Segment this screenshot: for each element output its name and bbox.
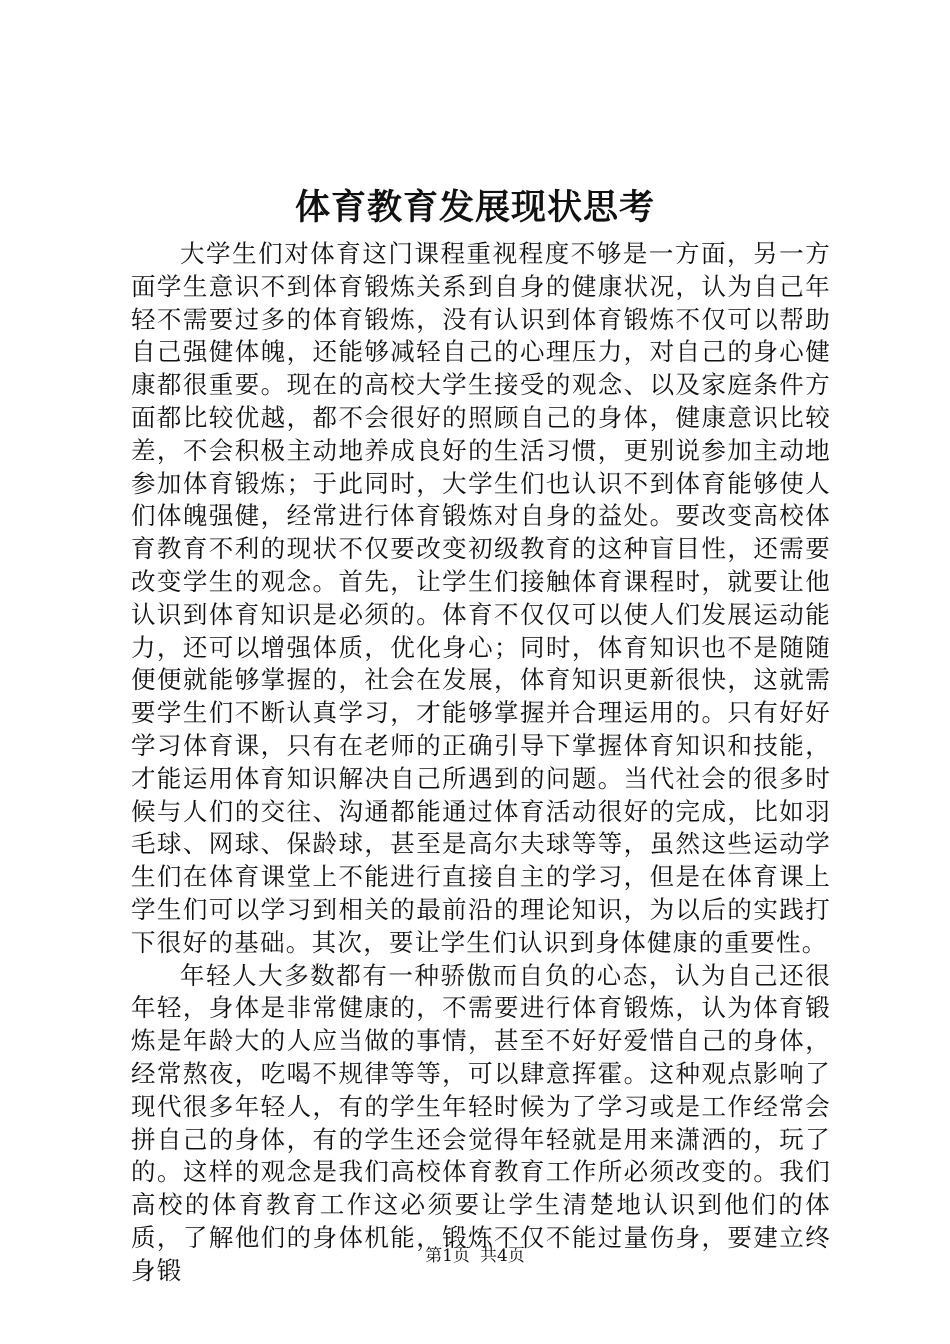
page-total: 共4页 — [480, 1246, 525, 1266]
document-title: 体育教育发展现状思考 — [294, 187, 655, 228]
page-footer — [0, 1244, 950, 1268]
paragraph-2: 年轻人大多数都有一种骄傲而自负的心态，认为自己还很年轻，身体是非常健康的，不需要进行体育锻炼，认为体育锻炼是年龄大的人应当做的事情，甚至不好好爱惜自己的身体，经常熬夜，吃喝不规律等等，可以肆意挥霍。这种观点影响了现代很多年轻人，有的学生年轻时候为了学习或是工作经常会拼自己的身体，有的学生还会觉得年轻就是用来潇洒的，玩了的。这样的观念是我们高校体育教育工作所必须改变的。我们高校的体育教育工作这必须要让学生清楚地认识到他们的体质，了解他们的身体机能，锻炼不仅不能过量伤身，要建立终身锻 — [131, 960, 831, 1285]
page-number: 第1页 — [425, 1246, 470, 1266]
paragraph-1: 大学生们对体育这门课程重视程度不够是一方面，另一方面学生意识不到体育锻炼关系到自身的健康状况，认为自己年轻不需要过多的体育锻炼，没有认识到体育锻炼不仅可以帮助自己强健体魄，还能够减轻自己的心理压力，对自己的身心健康都很重要。现在的高校大学生接受的观念、以及家庭条件方面都比较优越，都不会很好的照顾自己的身体，健康意识比较差，不会积极主动地养成良好的生活习惯，更别说参加主动地参加体育锻炼；于此同时，大学生们也认识不到体育能够使人们体魄强健，经常进行体育锻炼对自身的益处。要改变高校体育教育不利的现状不仅要改变初级教育的这种盲目性，还需要改变学生的观念。首先，让学生们接触体育课程时，就要让他认识到体育知识是必须的。体育不仅仅可以使人们发展运动能力，还可以增强体质，优化身心；同时，体育知识也不是随随便便就能够掌握的，社会在发展，体育知识更新很快，这就需要学生们不断认真学习，才能够掌握并合理运用的。只有好好学习体育课，只有在老师的正确引导下掌握体育知识和技能，才能运用体育知识解决自己所遇到的问题。当代社会的很多时候与人们的交往、沟通都能通过体育活动很好的完成，比如羽毛球、网球、保龄球，甚至是高尔夫球等等，虽然这些运动学生们在体育课堂上不能进行直接自主的学习，但是在体育课上学生们可以学习到相关的最前沿的理论知识，为以后的实践打下很好的基础。其次，要让学生们认识到身体健康的重要性。 — [131, 239, 831, 957]
document-body — [131, 238, 831, 1288]
